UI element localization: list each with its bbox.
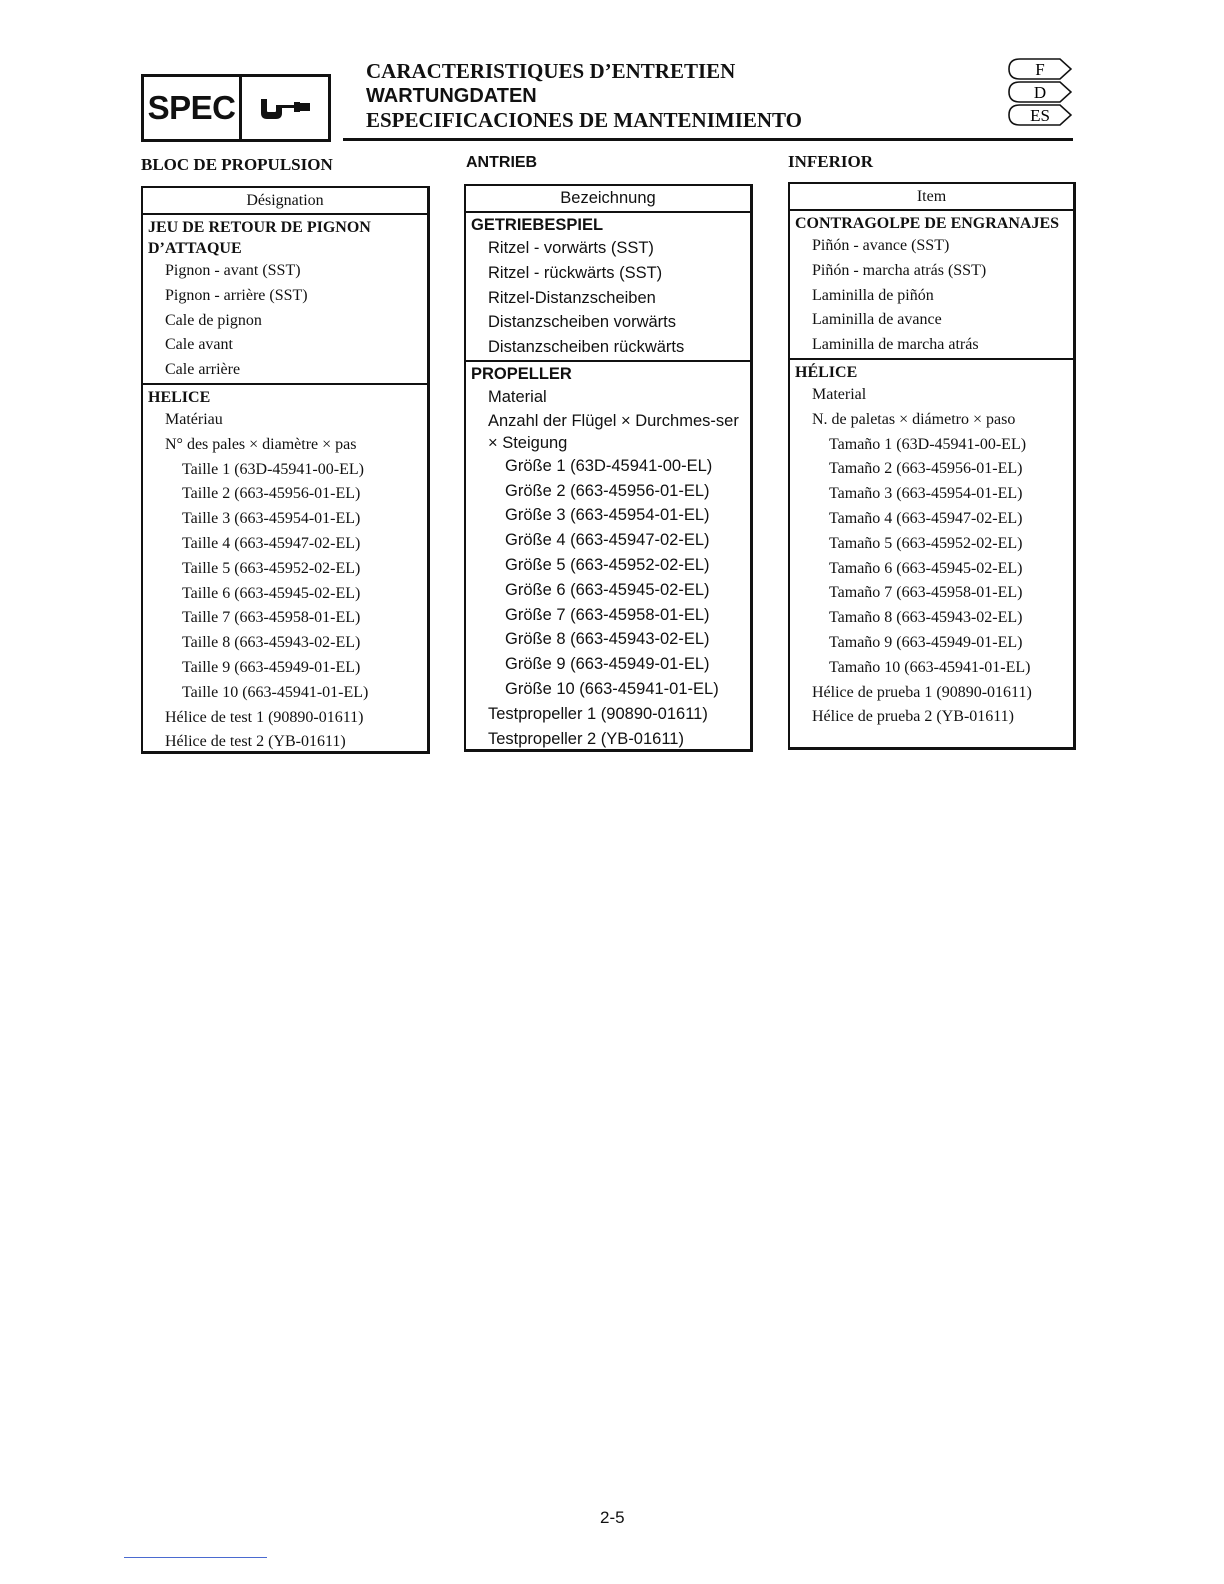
language-badge-d <box>1008 81 1072 103</box>
table-row: Größe 3 (663-45954-01-EL) <box>505 506 710 525</box>
table-group-backlash <box>143 215 427 385</box>
lower-unit-icon <box>242 77 328 139</box>
table-row: Taille 7 (663-45958-01-EL) <box>182 609 361 627</box>
table-row: Taille 2 (663-45956-01-EL) <box>182 485 361 503</box>
group-title: HELICE <box>148 388 211 406</box>
language-badge-es-label: ES <box>1030 106 1050 125</box>
table-row: Tamaño 8 (663-45943-02-EL) <box>829 609 1023 627</box>
table-row: Hélice de test 1 (90890-01611) <box>165 708 364 726</box>
table-row: Taille 8 (663-45943-02-EL) <box>182 634 361 652</box>
table-row: Hélice de test 2 (YB-01611) <box>165 733 346 751</box>
table-row: Material <box>812 385 867 403</box>
table-group-backlash <box>790 211 1073 360</box>
table-row: Anzahl der Flügel × Durchmes-ser × Steigung <box>488 411 739 452</box>
table-group-propeller <box>143 385 427 755</box>
table-row: Distanzscheiben vorwärts <box>488 313 676 332</box>
page-title-fr: CARACTERISTIQUES D’ENTRETIEN <box>366 59 736 83</box>
group-title: HÉLICE <box>795 363 858 381</box>
page-title-es: ESPECIFICACIONES DE MANTENIMIENTO <box>366 108 803 132</box>
table-row: Tamaño 7 (663-45958-01-EL) <box>829 584 1023 602</box>
table-header: Bezeichnung <box>466 186 750 213</box>
table-row: Laminilla de avance <box>812 311 942 329</box>
table-row: Ritzel - rückwärts (SST) <box>488 263 663 282</box>
spec-badge <box>141 74 331 142</box>
table-row: Größe 5 (663-45952-02-EL) <box>505 555 710 574</box>
table-row: Laminilla de marcha atrás <box>812 336 979 354</box>
table-row: Piñón - marcha atrás (SST) <box>812 261 987 279</box>
table-row: Tamaño 9 (663-45949-01-EL) <box>829 633 1023 651</box>
spec-table-fr <box>141 186 430 754</box>
table-row: Taille 10 (663-45941-01-EL) <box>182 683 369 701</box>
table-group-propeller <box>466 362 750 751</box>
language-badge-es <box>1008 104 1072 126</box>
table-row: Größe 2 (663-45956-01-EL) <box>505 481 710 500</box>
group-title: PROPELLER <box>471 364 572 383</box>
table-row: Taille 1 (63D-45941-00-EL) <box>182 460 364 478</box>
table-row: Taille 4 (663-45947-02-EL) <box>182 534 361 552</box>
spec-table-de <box>464 184 753 752</box>
table-row: Größe 8 (663-45943-02-EL) <box>505 630 710 649</box>
table-row: Tamaño 2 (663-45956-01-EL) <box>829 460 1023 478</box>
table-row: Ritzel - vorwärts (SST) <box>488 239 654 257</box>
table-row: Testpropeller 2 (YB-01611) <box>488 729 684 748</box>
table-header: Désignation <box>143 188 427 215</box>
group-title: GETRIEBESPIEL <box>471 216 604 234</box>
table-row: Tamaño 5 (663-45952-02-EL) <box>829 534 1023 552</box>
table-row: Laminilla de piñón <box>812 286 934 304</box>
table-row: Hélice de prueba 1 (90890-01611) <box>812 683 1032 701</box>
page-number: 2-5 <box>600 1508 625 1527</box>
table-row: Größe 6 (663-45945-02-EL) <box>505 580 710 599</box>
table-row: Größe 4 (663-45947-02-EL) <box>505 531 710 550</box>
language-badge-f <box>1008 58 1072 80</box>
table-row: Tamaño 10 (663-45941-01-EL) <box>829 658 1031 676</box>
section-heading-es: INFERIOR <box>788 152 874 171</box>
table-row: Tamaño 6 (663-45945-02-EL) <box>829 559 1023 577</box>
footer-rule <box>124 1557 267 1558</box>
table-row: Cale de pignon <box>165 311 262 329</box>
language-badge-f-label: F <box>1035 60 1045 79</box>
table-row: Ritzel-Distanzscheiben <box>488 288 656 307</box>
page-title-de: WARTUNGDATEN <box>366 85 537 107</box>
table-row: Größe 1 (63D-45941-00-EL) <box>505 456 713 475</box>
spec-table-es <box>788 182 1076 750</box>
table-row: Tamaño 1 (63D-45941-00-EL) <box>829 435 1027 453</box>
table-row: Material <box>488 387 547 406</box>
table-row: Piñón - avance (SST) <box>812 237 950 254</box>
language-badge-d-label: D <box>1033 83 1047 102</box>
table-row: N. de paletas × diámetro × paso <box>812 410 1016 428</box>
group-title: CONTRAGOLPE DE ENGRANAJES <box>795 215 1060 232</box>
section-heading-fr: BLOC DE PROPULSION <box>141 155 333 174</box>
table-row: Cale arrière <box>165 361 241 379</box>
table-row: Größe 9 (663-45949-01-EL) <box>505 655 710 674</box>
group-title: JEU DE RETOUR DE PIGNON D’ATTAQUE <box>148 219 371 257</box>
table-row: Taille 5 (663-45952-02-EL) <box>182 559 361 577</box>
table-row: Tamaño 4 (663-45947-02-EL) <box>829 509 1023 527</box>
header-rule <box>343 138 1073 141</box>
spec-badge-text: SPEC <box>144 77 242 139</box>
table-row: Taille 9 (663-45949-01-EL) <box>182 658 361 676</box>
table-row: N° des pales × diamètre × pas <box>165 435 357 453</box>
table-header: Item <box>790 184 1073 211</box>
table-row: Größe 10 (663-45941-01-EL) <box>505 679 719 698</box>
table-row: Pignon - arrière (SST) <box>165 286 308 304</box>
table-row: Testpropeller 1 (90890-01611) <box>488 704 708 723</box>
table-row: Taille 3 (663-45954-01-EL) <box>182 510 361 528</box>
table-row: Tamaño 3 (663-45954-01-EL) <box>829 485 1023 503</box>
table-row: Cale avant <box>165 336 233 354</box>
language-badges <box>1008 58 1074 127</box>
table-row: Matériau <box>165 410 223 428</box>
table-row: Distanzscheiben rückwärts <box>488 338 685 357</box>
table-row: Hélice de prueba 2 (YB-01611) <box>812 708 1014 726</box>
table-row: Pignon - avant (SST) <box>165 262 301 279</box>
table-row: Taille 6 (663-45945-02-EL) <box>182 584 361 602</box>
table-group-backlash <box>466 213 750 362</box>
section-heading-de: ANTRIEB <box>466 154 538 171</box>
table-group-propeller <box>790 360 1073 730</box>
table-row: Größe 7 (663-45958-01-EL) <box>505 605 710 624</box>
